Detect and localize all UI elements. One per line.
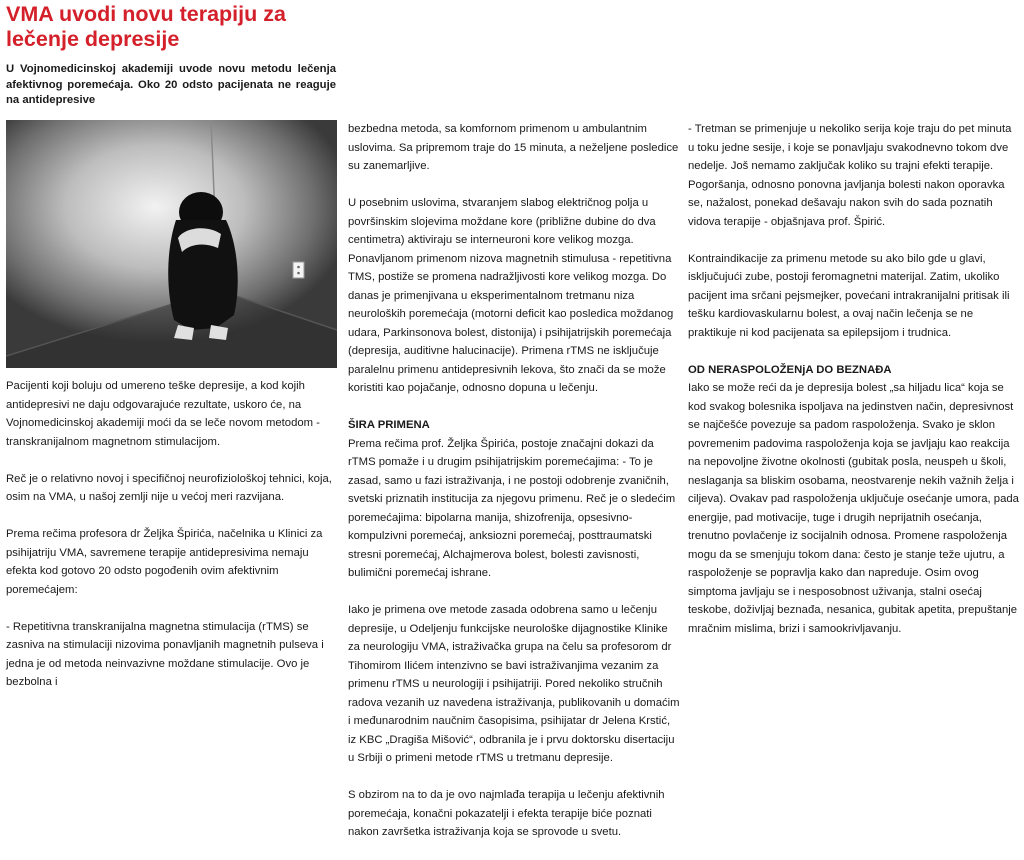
- article-lead: U Vojnomedicinskoj akademiji uvode novu metodu lečenja afektivnog poremećaja. Oko 20 odsto pacijenata ne reaguje na antidepresive: [6, 63, 336, 107]
- paragraph: Prema rečima profesora dr Željka Špirića, načelnika u Klinici za psihijatriju VMA, savremene terapije antidepresivima nemaju efekta kod gotovo 20 odsto pogođenih ovim afektivnim poremećajem:: [6, 528, 323, 596]
- paragraph: U posebnim uslovima, stvaranjem slabog električnog polja u površinskim slojevima moždane kore (približne dubine do dva centimetra) aktiviraju se interneuroni kore velikog mozga. Ponavljanom primenom nizova magnetnih stimulusa - repetitivna TMS, postiže se promena nadražljivosti kore velikog mozga. Do danas je primenjivana u eksperimentalnom tretmanu niza neuroloških poremećaja (motorni deficit kao posledica moždanog udara, Parkinsonova bolest, distonija) i psihijatrijskih poremećaja (depresija, auditivne halucinacije). Primena rTMS ne isključuje paralelnu primenu antidepresivnih lekova, što znači da se može koristiti kao pojačanje, odnosno dopuna u lečenju.: [348, 197, 674, 394]
- paragraph: - Tretman se primenjuje u nekoliko serija koje traju do pet minuta u toku jedne sesije, i koje se ponavljaju svakodnevno tokom dve nedelje. Još nemamo zaključak koliko su trajni efekti terapije. Pogoršanja, odnosno ponovna javljanja bolesti nakon oporavka se, nažalost, ponekad dešavaju nakon svih do sada poznatih vidova terapije - objašnjava prof. Špirić.: [688, 123, 1012, 228]
- paragraph: Pacijenti koji boluju od umereno teške depresije, a kod kojih antidepresivi ne daju odgovarajuće rezultate, uskoro će, na Vojnomedicinskoj akademiji moći da se leče novom metodom - transkranijalnom magnetnom stimulacijom.: [6, 380, 320, 448]
- column-1: [6, 377, 336, 710]
- column-3: [688, 120, 1020, 657]
- paragraph: S obzirom na to da je ovo najmlađa terapija u lečenju afektivnih poremećaja, konačni pokazatelji i efekta terapije biće poznati nakon završetka istraživanja koja se sprovode u svetu.: [348, 789, 665, 838]
- section-heading: OD NERASPOLOŽENjA DO BEZNAĐA: [688, 363, 892, 376]
- paragraph: Kontraindikacije za primenu metode su ako bilo gde u glavi, isključujući zube, postoji feromagnetni materijal. Zatim, ukoliko pacijent ima srčani pejsmejker, povećani intrakranijalni pritisak ili tešku kardiovaskularnu bolest, a ovaj način lečenja se ne praktikuje ni kod pacijenata sa epilepsijom i trudnica.: [688, 252, 1010, 339]
- paragraph: - Repetitivna transkranijalna magnetna stimulacija (rTMS) se zasniva na stimulaciji nizovima ponavljanih magnetnih pulseva i jedna je od metoda neinvazivne moždane stimulacije. Ovo je bezbolna i: [6, 620, 324, 688]
- paragraph: Iako je primena ove metode zasada odobrena samo u lečenju depresije, u Odeljenju funkcijske neurološke dijagnostike Klinike za neurologiju VMA, istraživačka grupa na čelu sa profesorom dr Tihomirom Ilićem intenzivno se bavi istraživanjima vezanim za primenu rTMS u neurologiji i psihijatriji. Pored nekoliko stručnih radova vezanih uz navedena istraživanja, publikovanih u domaćim i međunarodnim naučnim časopisima, psihijatar dr Jelena Krstić, iz KBC „Dragiša Mišović“, odbranila je i prvu doktorsku disertaciju u Srbiji o primeni metode rTMS u tretmanu depresije.: [348, 604, 680, 764]
- section-heading: ŠIRA PRIMENA: [348, 419, 430, 431]
- column-2: [348, 120, 680, 860]
- article-photo: [6, 120, 337, 368]
- article-title: VMA uvodi novu terapiju za lečenje depresije: [6, 2, 286, 51]
- paragraph: Reč je o relativno novoj i specifičnoj neurofiziološkoj tehnici, koja, osim na VMA, u našoj zemlji nije u većoj meri razvijana.: [6, 472, 332, 503]
- paragraph: Prema rečima prof. Željka Špirića, postoje značajni dokazi da rTMS pomaže i u drugim psihijatrijskim poremećajima: - To je zasad, samo u fazi istraživanja, i ne postoji odobrenje zvaničnih, svetski priznatih institucija za njegovu primenu. Reč je o sledećim poremećajima: bipolarna manija, shizofrenija, opsesivno-kompulzivni poremećaj, anksiozni poremećaj, posttraumatski stresni poremećaj, Alchajmerova bolest, bolesti zavisnosti, bulimični poremećaj ishrane.: [348, 437, 676, 579]
- depressed-person-image: [6, 120, 337, 368]
- paragraph: bezbedna metoda, sa komfornom primenom u ambulantnim uslovima. Sa pripremom traje do 15 minuta, a neželjene posledice su zanemarljive.: [348, 123, 679, 172]
- paragraph: Iako se može reći da je depresija bolest „sa hiljadu lica“ koja se kod svakog bolesnika ispoljava na jedinstven način, depresivnost se najčešće povezuje sa padom raspoloženja. Svako je sklon povremenim padovima raspoloženja koja se javljaju kao reakcija na nepovoljne životne okolnosti (gubitak posla, neuspeh u školi, neslaganja sa bliskim osobama, neostvarenje nekih važnih želja i ciljeva). Ovakav pad raspoloženja uključuje osećanje umora, pada energije, pad motivacije, tuge i drugih neprijatnih osećanja, trenutno povlačenje iz socijalnih odnosa. Promene raspoloženja mogu da se smenjuju tokom dana: često je stanje teže ujutru, a raspoloženje se popravlja kako dan napreduje. Osim ovog simptoma javljaju se i nesposobnost uživanja, stalni osećaj teskobe, doživljaj beznađa, nesanica, gubitak apetita, prepuštanje mračnim mislima, brizi i samookrivljavanju.: [688, 382, 1019, 635]
